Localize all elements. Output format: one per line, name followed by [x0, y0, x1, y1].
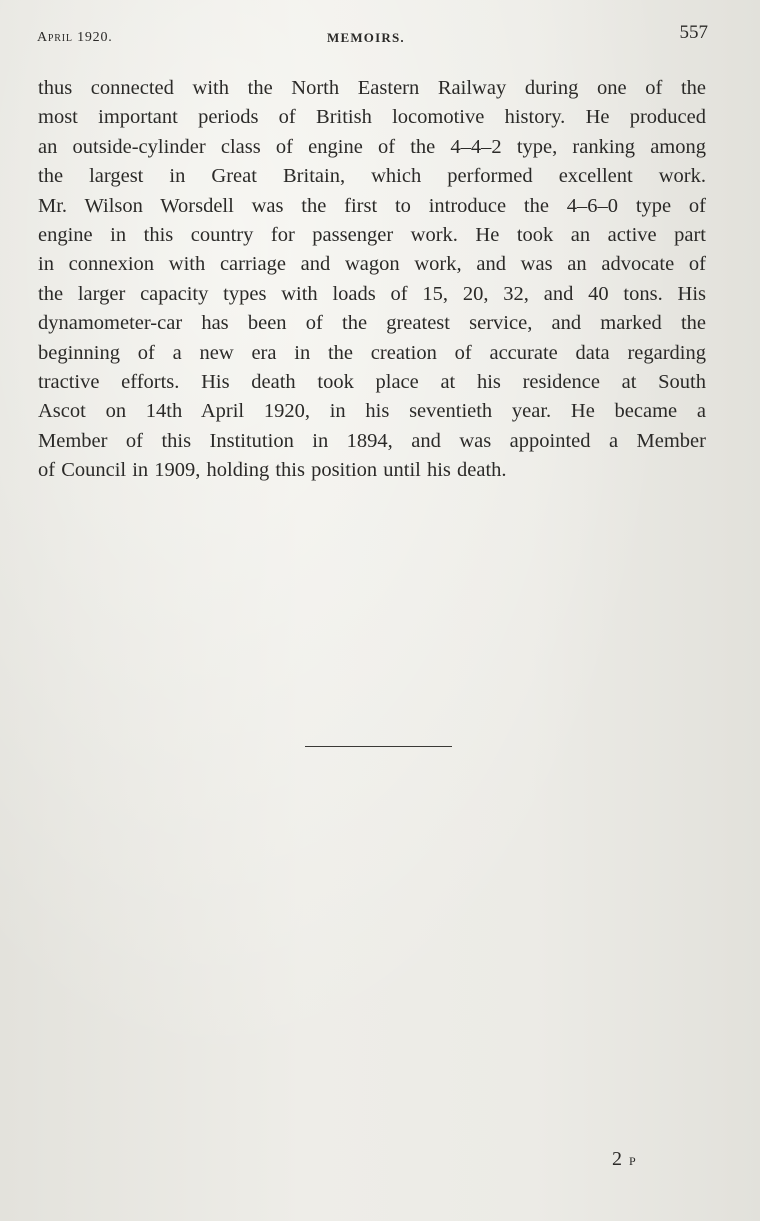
section-divider-rule: [305, 746, 452, 747]
text-line: most important periods of British locomotive history. He produced: [38, 106, 706, 129]
text-line: Mr. Wilson Worsdell was the first to introduce the 4–6–0 type of: [38, 194, 706, 217]
running-head-date: April 1920.: [37, 30, 113, 45]
running-head-section: MEMOIRS.: [327, 30, 405, 45]
text-line: in connexion with carriage and wagon work, and was an advocate of: [38, 253, 706, 276]
text-line: of Council in 1909, holding this position until his death.: [38, 459, 507, 482]
page-number: 557: [679, 22, 708, 43]
signature-number: 2: [612, 1148, 625, 1170]
text-line: beginning of a new era in the creation of accurate data regarding: [38, 341, 706, 364]
text-line: the largest in Great Britain, which performed excellent work.: [38, 165, 706, 188]
text-line: an outside-cylinder class of engine of the 4–4–2 type, ranking among: [38, 135, 706, 158]
signature-letter: P: [629, 1154, 636, 1168]
running-head: [37, 22, 708, 52]
text-line: dynamometer-car has been of the greatest service, and marked the: [38, 312, 706, 335]
memoir-paragraph: [38, 74, 706, 485]
text-line: Member of this Institution in 1894, and was appointed a Member: [38, 429, 706, 452]
printer-signature-mark: [612, 1148, 636, 1171]
text-line: Ascot on 14th April 1920, in his seventieth year. He became a: [38, 400, 706, 423]
text-line: thus connected with the North Eastern Railway during one of the: [38, 77, 706, 99]
text-line: engine in this country for passenger work. He took an active part: [38, 223, 706, 246]
text-line: the larger capacity types with loads of 15, 20, 32, and 40 tons. His: [38, 282, 706, 305]
text-line: tractive efforts. His death took place at his residence at South: [38, 370, 706, 393]
